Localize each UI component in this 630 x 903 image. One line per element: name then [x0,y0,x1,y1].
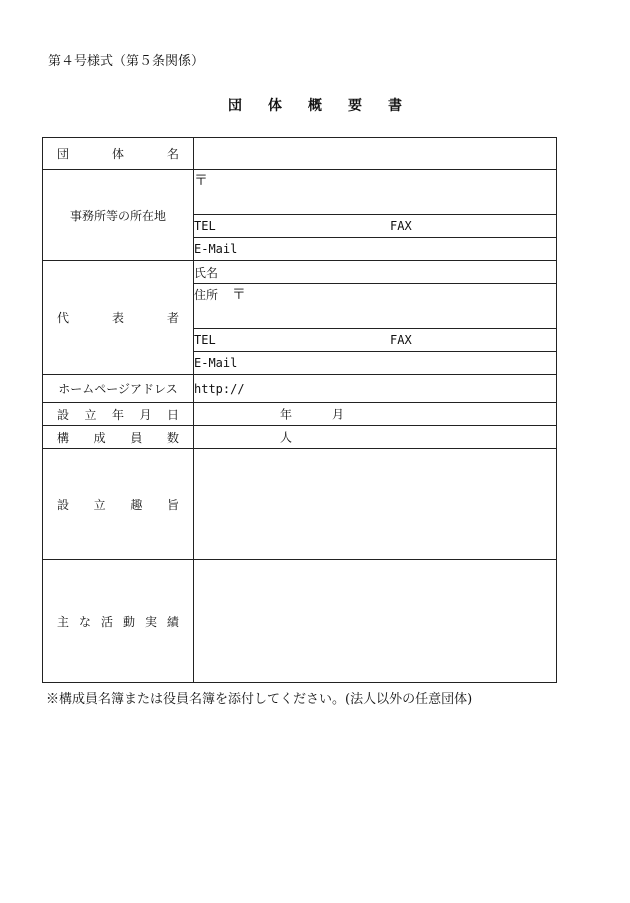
purpose-field[interactable] [194,449,557,560]
representative-email-field[interactable] [194,352,557,375]
founded-date-field[interactable] [194,403,557,426]
group-name-label [43,138,194,170]
office-email-field[interactable] [194,238,557,261]
representative-tel-fax-field[interactable] [194,329,557,352]
activities-field[interactable] [194,560,557,683]
page-title: 団体概要書 [228,98,428,114]
group-name-label-text: 団 体 名 [57,147,179,161]
office-address-label: 事務所等の所在地 [43,170,194,261]
founded-date-label [43,403,194,426]
office-address-field[interactable] [194,170,557,215]
representative-label-text: 代 表 者 [57,311,179,325]
footnote: ※構成員名簿または役員名簿を添付してください。(法人以外の任意団体) [46,692,473,707]
representative-tel-label: TEL [194,333,216,347]
address-label: 住所 [194,288,219,302]
members-label-text: 構 成 員 数 [57,430,179,445]
homepage-field[interactable] [194,375,557,403]
month-unit: 月 [332,407,345,422]
activities-label [43,560,194,683]
office-fax-label: FAX [390,219,412,233]
representative-label [43,261,194,375]
office-tel-label: TEL [194,219,216,233]
purpose-label-text: 設 立 趣 旨 [57,497,179,512]
activities-label-text: 主 な 活 動 実 績 [57,614,179,629]
representative-fax-label: FAX [390,333,412,347]
name-label: 氏名 [194,265,219,280]
representative-name-field[interactable] [194,261,557,284]
members-field[interactable] [194,426,557,449]
members-unit: 人 [280,430,293,445]
group-overview-form [42,137,557,683]
purpose-label [43,449,194,560]
representative-email-label: E-Mail [194,356,238,370]
postal-mark: 〒 [194,173,208,189]
postal-mark: 〒 [231,287,246,303]
homepage-prefix: http:// [194,381,245,396]
office-email-label: E-Mail [194,242,238,256]
form-number: 第４号様式（第５条関係） [48,54,205,69]
representative-address-field[interactable] [194,284,557,329]
homepage-label: ホームページアドレス [43,375,194,403]
founded-date-label-text: 設 立 年 月 日 [57,407,179,422]
year-unit: 年 [280,407,293,422]
members-label [43,426,194,449]
office-tel-fax-field[interactable] [194,215,557,238]
group-name-field[interactable] [194,138,557,170]
